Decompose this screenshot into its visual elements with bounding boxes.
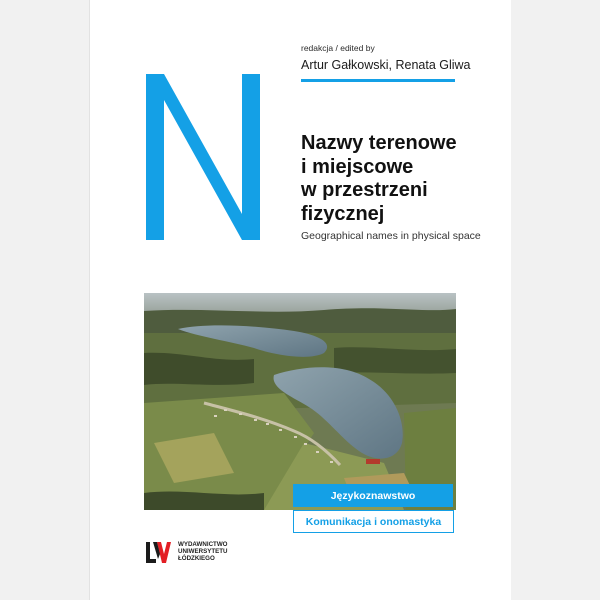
publisher-name-line: UNIWERSYTETU	[178, 548, 228, 556]
title-line: fizycznej	[301, 202, 385, 225]
accent-rule	[301, 79, 455, 82]
category-tag: Językoznawstwo	[293, 484, 453, 507]
series-tag: Komunikacja i onomastyka	[293, 510, 454, 533]
publisher-logo-icon	[144, 540, 174, 565]
title-line: i miejscowe	[301, 155, 414, 178]
cover-edge	[89, 0, 90, 600]
editors-names: Artur Gałkowski, Renata Gliwa	[301, 58, 471, 72]
title-line: Nazwy terenowe	[301, 132, 457, 154]
publisher-name	[178, 542, 228, 562]
book-cover	[89, 0, 511, 600]
book-subtitle: Geographical names in physical space	[301, 230, 481, 242]
publisher-name-line: WYDAWNICTWO	[178, 541, 228, 549]
title-line: w przestrzeni	[301, 179, 428, 201]
publisher-block	[144, 540, 228, 565]
big-letter-n	[146, 74, 260, 240]
book-title	[301, 132, 457, 226]
publisher-name-line: ŁÓDZKIEGO	[178, 554, 215, 562]
aerial-lake-photo	[144, 293, 456, 510]
edited-by-label: redakcja / edited by	[301, 43, 375, 53]
